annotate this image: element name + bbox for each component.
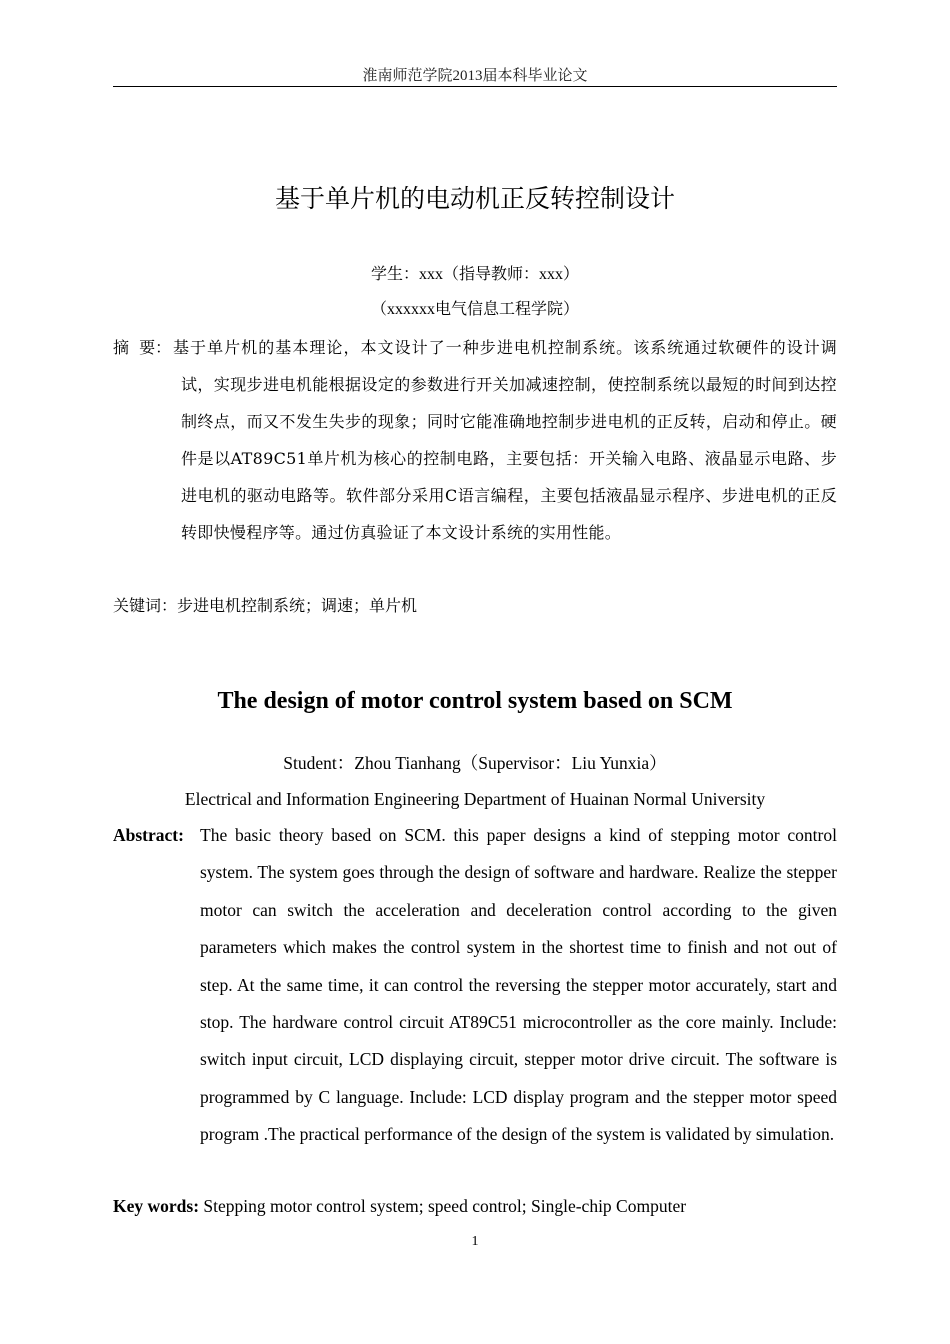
english-title: The design of motor control system based on SCM — [217, 688, 733, 714]
header-rule — [113, 86, 837, 87]
chinese-author-line: 学生：xxx（指导教师：xxx） — [370, 266, 579, 283]
chinese-keywords-text: 步进电机控制系统；调速；单片机 — [177, 596, 418, 615]
chinese-keywords-label: 关键词： — [113, 596, 178, 615]
chinese-title: 基于单片机的电动机正反转控制设计 — [274, 184, 675, 213]
page-number: 1 — [471, 1234, 479, 1249]
english-author-line: Student：Zhou Tianhang（Supervisor：Liu Yunxia） — [283, 753, 667, 773]
running-header: 淮南师范学院2013届本科毕业论文 — [362, 68, 588, 84]
english-abstract-text: The basic theory based on SCM. this paper designs a kind of stepping motor control system. The system goes through the design of software and hardware. Realize the stepper motor can switch the acceleration and deceleration control according to the given parameters which makes the control system in the shortest time to finish and not out of step. At the same time, it can control the reversing the stepper motor accurately, start and stop. The hardware control circuit AT89C51 microcontroller as the core mainly. Include: switch input circuit, LCD displaying circuit, stepper motor drive circuit. The software is programmed by C language. Include: LCD display program and the stepper motor speed program .The practical performance of the design of the system is validated by simulation. — [200, 825, 837, 1145]
chinese-abstract-label: 摘 要： — [113, 338, 172, 357]
english-affiliation: Electrical and Information Engineering Department of Huainan Normal University — [184, 789, 766, 809]
english-keywords-text: Stepping motor control system; speed control; Single-chip Computer — [203, 1196, 687, 1216]
english-abstract-label: Abstract: — [113, 825, 184, 845]
chinese-keywords — [113, 591, 837, 621]
chinese-affiliation: （xxxxxx电气信息工程学院） — [370, 301, 579, 318]
english-keywords-label: Key words: — [113, 1196, 200, 1216]
chinese-abstract-text: 基于单片机的基本理论，本文设计了一种步进电机控制系统。该系统通过软硬件的设计调试，实现步进电机能根据设定的参数进行开关加减速控制，使控制系统以最短的时间到达控制终点，而又不发生失步的现象；同时它能准确地控制步进电机的正反转，启动和停止。硬件是以AT89C51单片机为核心的控制电路，主要包括：开关输入电路、液晶显示电路、步进电机的驱动电路等。软件部分采用C语言编程，主要包括液晶显示程序、步进电机的正反转即快慢程序等。通过仿真验证了本文设计系统的实用性能。 — [173, 338, 837, 542]
english-keywords — [113, 1191, 837, 1221]
